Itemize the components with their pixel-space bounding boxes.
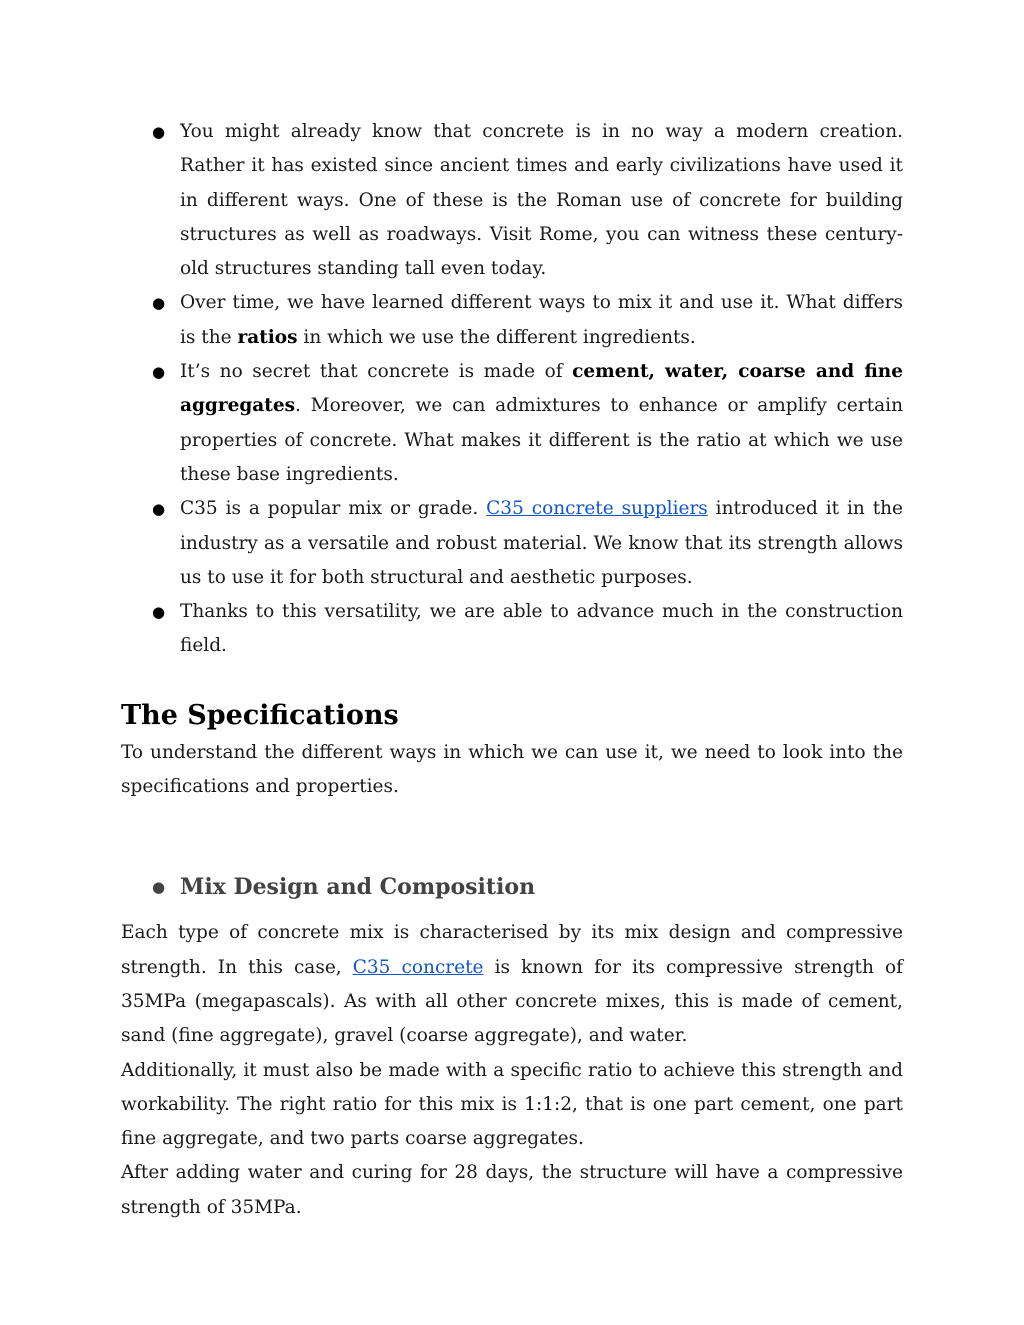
bold-term: ratios [237, 326, 298, 348]
subsection-heading-text: Mix Design and Composition [180, 874, 536, 901]
document-page [121, 115, 903, 1225]
list-item-text: introduced it in the industry as a versatile and robust material. We know that its strength allows us to use it for both structural and aesthetic purposes. [180, 498, 903, 588]
section-intro: To understand the different ways in which we can use it, we need to look into the specifications and properties. [121, 741, 903, 798]
bullet-icon: ● [152, 123, 166, 141]
list-item-text: in which we use the different ingredients. [297, 326, 696, 348]
bullet-icon: ● [152, 500, 166, 519]
paragraph-text: is known for its compressive strength of 35MPa (megapascals). As with all other concrete mixes, this is made of cement, sand (fine aggregate), gravel (coarse aggregate), and water. [121, 956, 903, 1047]
paragraph-text: Each type of concrete mix is characterised by its mix design and compressive strength. In this case, [121, 922, 903, 978]
list-item [121, 115, 903, 286]
list-item [121, 286, 903, 355]
section-heading: The Specifications [121, 699, 399, 731]
list-item [121, 355, 903, 492]
bullet-icon: ● [152, 603, 166, 622]
list-item [121, 595, 903, 664]
list-item-text: It’s no secret that concrete is made of [180, 361, 573, 383]
paragraph [121, 916, 903, 1053]
bullet-icon: ● [152, 363, 166, 382]
list-item-text: You might already know that concrete is in no way a modern creation. Rather it has existed since ancient times and early civilizations have used it in different ways. One of these is the Roman use of concrete for building structures as well as roadways. Visit Rome, you can witness these century-old structures standing tall even today. [180, 121, 903, 280]
bullet-icon: ● [152, 294, 166, 313]
bullet-icon: ● [152, 878, 166, 897]
c35-concrete-link[interactable]: C35 concrete [352, 956, 484, 978]
paragraph: Additionally, it must also be made with a specific ratio to achieve this strength and workability. The right ratio for this mix is 1:1:2, that is one part cement, one part fine aggregate, and two parts coarse aggregates. [121, 1059, 903, 1150]
subsection-heading [121, 867, 903, 907]
list-item-text: . Moreover, we can admixtures to enhance or amplify certain properties of concrete. What makes it different is the ratio at which we use these base ingredients. [180, 395, 903, 485]
list-item-text: Over time, we have learned different ways to mix it and use it. What differs is the [180, 292, 903, 348]
bold-term: cement, water, coarse and fine aggregates [180, 361, 903, 417]
c35-suppliers-link[interactable]: C35 concrete suppliers [486, 498, 708, 520]
bullet-list [121, 115, 903, 664]
list-item [121, 492, 903, 595]
spacer [121, 804, 903, 867]
list-item-text: C35 is a popular mix or grade. [180, 498, 487, 520]
list-item-text: Thanks to this versatility, we are able to advance much in the construction field. [180, 601, 903, 657]
paragraph: After adding water and curing for 28 days, the structure will have a compressive strength of 35MPa. [121, 1162, 903, 1218]
